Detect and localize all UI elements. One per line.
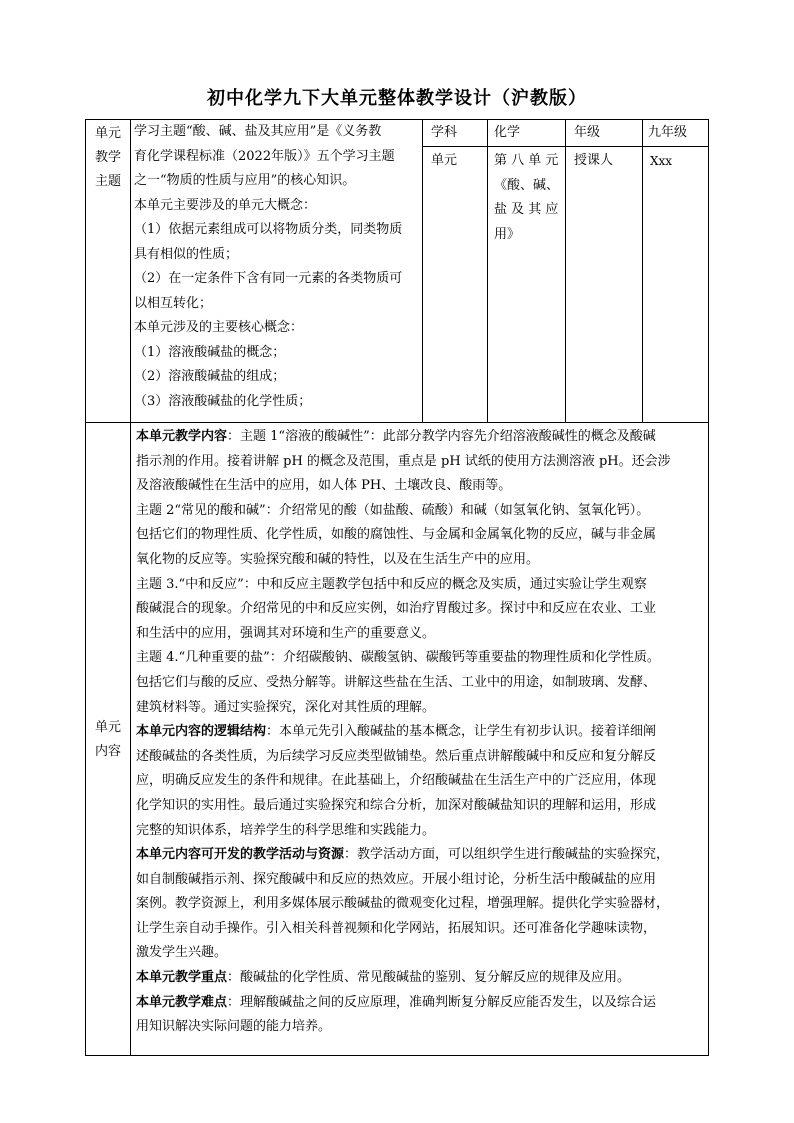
topic-line: 之一“物质的性质与应用”的核心知识。 (134, 173, 356, 188)
unit-topic-description (134, 120, 424, 414)
content-line: 完整的知识体系，培养学生的科学思维和实践能力。 (136, 822, 436, 838)
topic-line: （3）溶液酸碱盐的化学性质； (134, 393, 312, 409)
content-line: 氧化物的反应等。实验探究酸和碱的特性，以及在生活生产中的应用。 (136, 551, 540, 567)
topic-line: （2）在一定条件下含有同一元素的各类物质可 (134, 271, 403, 286)
content-line-heading: 本单元教学难点 (136, 994, 228, 1010)
content-line: 主题 4.“几种重要的盐”：介绍碳酸钠、碳酸氢钠、碳酸钙等重要盐的物理性质和化学性质。 (136, 650, 660, 666)
teacher-value: Xxx (650, 154, 673, 168)
content-line: 案例。教学资源上，利用多媒体展示酸碱盐的微观变化过程，增强理解。提供化学实验器材， (136, 896, 670, 912)
topic-line: （1）溶液酸碱盐的概念； (134, 344, 286, 360)
content-line: 主题 3.“中和反应”：中和反应主题教学包括中和反应的概念及实质，通过实验让学生观察 (136, 576, 647, 592)
content-line: 包括它们与酸的反应、受热分解等。讲解这些盐在生活、工业中的用途，如制玻璃、发酵、 (136, 674, 657, 690)
page-title: 初中化学九下大单元整体教学设计（沪教版） (207, 88, 587, 109)
unit-content-body (136, 425, 706, 1040)
subject-value: 化学 (494, 125, 521, 140)
content-line: 指示剂的作用。接着讲解 pH 的概念及范围，重点是 pH 试纸的使用方法测溶液 pH。还会涉 (136, 453, 671, 469)
unit-value (494, 149, 560, 247)
topic-line: 本单元主要涉及的单元大概念： (134, 197, 317, 213)
content-line: 本单元内容的逻辑结构：本单元先引入酸碱盐的基本概念，让学生有初步认识。接着详细阐 (136, 724, 657, 740)
subject-label: 学科 (431, 125, 458, 140)
content-line: 用知识解决实际问题的能力培养。 (136, 1019, 332, 1035)
teacher-label: 授课人 (574, 153, 614, 168)
unit-label: 单元 (431, 153, 458, 168)
topic-line: 育化学课程标准（2022年版）》五个学习主题 (134, 148, 395, 164)
content-line: 本单元教学难点：理解酸碱盐之间的反应原理，准确判断复分解反应能否发生，以及综合运 (136, 994, 657, 1010)
grade-value: 九年级 (648, 125, 688, 140)
content-line: 本单元内容可开发的教学活动与资源：教学活动方面，可以组织学生进行酸碱盐的实验探究， (136, 847, 670, 863)
content-line: 和生活中的应用，强调其对环境和生产的重要意义。 (136, 625, 436, 641)
unit-content-label-line: 单元 (94, 720, 121, 735)
content-line-heading: 本单元内容的逻辑结构 (136, 724, 267, 740)
grade-label: 年级 (574, 125, 601, 140)
topic-line: 具有相似的性质； (134, 246, 239, 262)
content-line: 述酸碱盐的各类性质，为后续学习反应类型做铺垫。然后重点讲解酸碱中和反应和复分解反 (136, 748, 657, 764)
content-line: 主题 2“常见的酸和碱”：介绍常见的酸（如盐酸、硫酸）和碱（如氢氧化钠、氢氧化钙）。 (136, 502, 650, 518)
topic-line: （1）依据元素组成可以将物质分类，同类物质 (134, 222, 403, 237)
content-line: 本单元教学重点：酸碱盐的化学性质、常见酸碱盐的鉴别、复分解反应的规律及应用。 (136, 970, 631, 986)
content-line-heading: 本单元教学重点 (136, 970, 228, 986)
unit-content-label (86, 716, 130, 764)
unit-value-line: 用》 (494, 226, 521, 242)
unit-value-line: 盐 及 其 应 (494, 202, 559, 217)
topic-line: 学习主题“酸、碱、盐及其应用”是《义务教 (134, 124, 382, 139)
topic-line: 本单元涉及的主要核心概念： (134, 320, 304, 335)
topic-line: 以相互转化； (134, 295, 213, 311)
topic-line: （2）溶液酸碱盐的组成； (134, 369, 286, 384)
unit-topic-label (86, 122, 130, 194)
content-line: 激发学生兴趣。 (136, 945, 228, 961)
content-line: 酸碱混合的现象。介绍常见的中和反应实例，如治疗胃酸过多。探讨中和反应在农业、工业 (136, 601, 657, 617)
unit-topic-label-line: 单元 (94, 126, 121, 141)
content-line: 包括它们的物理性质、化学性质，如酸的腐蚀性、与金属和金属氧化物的反应，碱与非金属 (136, 527, 657, 543)
unit-topic-label-line: 主题 (94, 174, 121, 189)
content-line: 让学生亲自动手操作。引入相关科普视频和化学网站，拓展知识。还可准备化学趣味读物， (136, 920, 657, 936)
unit-topic-label-line: 教学 (94, 150, 121, 165)
unit-content-label-line: 内容 (94, 744, 121, 759)
content-line-heading: 本单元教学内容 (136, 429, 228, 444)
unit-value-line: 第 八 单 元 (494, 153, 559, 168)
content-line: 如自制酸碱指示剂、探究酸碱中和反应的热效应。开展小组讨论，分析生活中酸碱盐的应用 (136, 871, 657, 887)
content-line: 化学知识的实用性。最后通过实验探究和综合分析，加深对酸碱盐知识的理解和运用，形成 (136, 797, 657, 813)
content-line-heading: 本单元内容可开发的教学活动与资源 (136, 847, 345, 863)
unit-value-line: 《酸、碱、 (494, 177, 560, 193)
content-line: 应，明确反应发生的条件和规律。在此基础上，介绍酸碱盐在生活生产中的广泛应用，体现 (136, 773, 657, 789)
content-line: 建筑材料等。通过实验探究，深化对其性质的理解。 (136, 699, 436, 715)
content-line: 本单元教学内容：主题 1“溶液的酸碱性”：此部分教学内容先介绍溶液酸碱性的概念及酸碱 (136, 429, 656, 444)
content-line: 及溶液酸碱性在生活中的应用，如人体 PH、土壤改良、酸雨等。 (136, 478, 512, 494)
